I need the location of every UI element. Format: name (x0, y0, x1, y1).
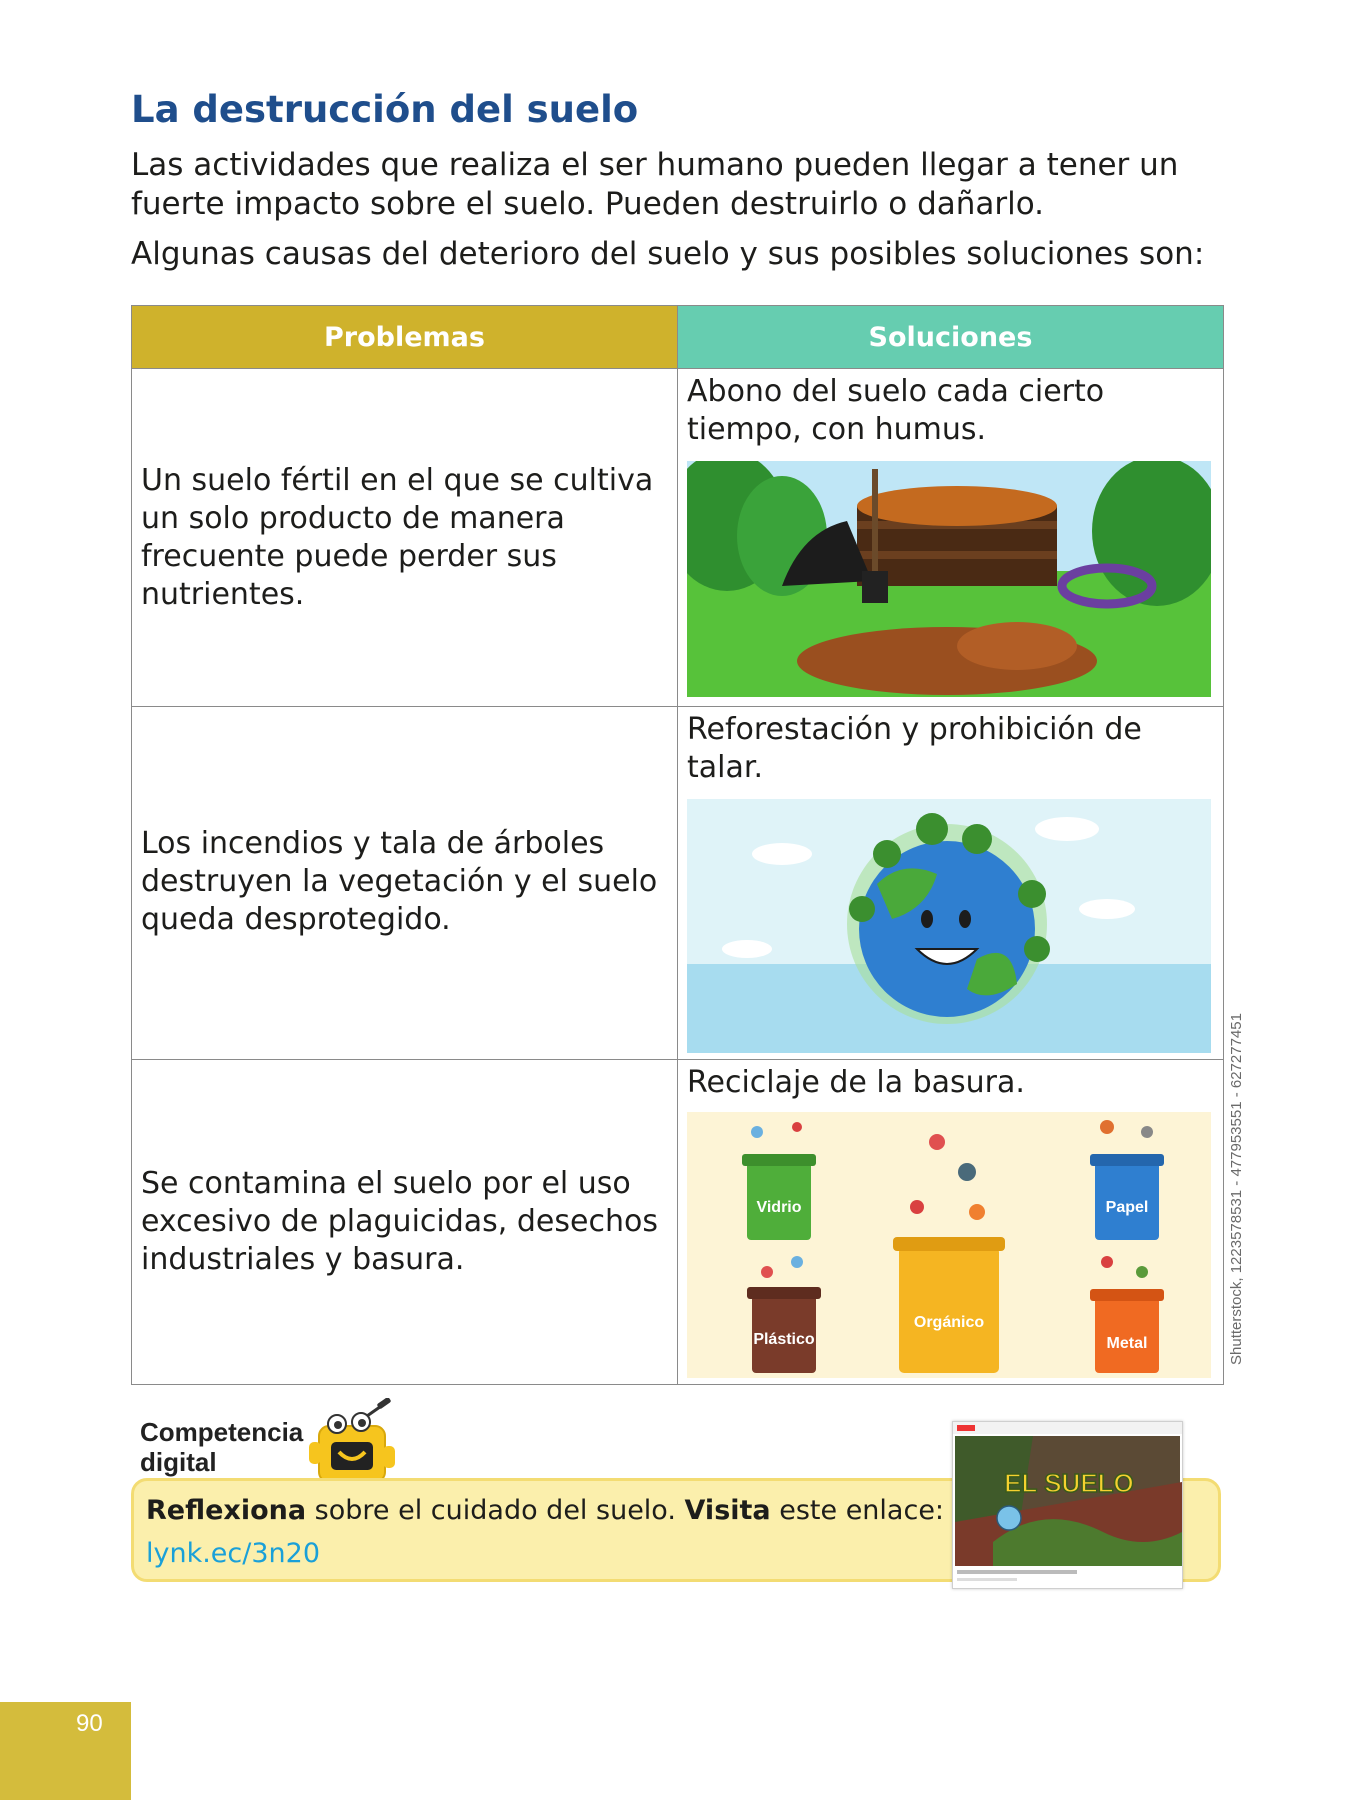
problem-cell (132, 707, 678, 1060)
problems-solutions-table (131, 305, 1224, 1385)
video-title: EL SUELO (1004, 1468, 1134, 1498)
bin-label-metal: Metal (1106, 1335, 1148, 1352)
table-row (132, 369, 1224, 707)
problem-text-3: Se contamina el suelo por el uso excesivo de plaguicidas, desechos industriales y basura. (141, 1165, 658, 1277)
earth-reforestation-illustration (687, 799, 1211, 1053)
video-preview-image (953, 1422, 1182, 1588)
solution-text-2: Reforestación y prohibición de talar. (687, 712, 1142, 785)
competencia-line1: Competencia (140, 1417, 304, 1447)
solutions-header: Soluciones (678, 306, 1224, 369)
page-number: 90 (76, 1710, 103, 1737)
solution-text-3: Reciclaje de la basura. (687, 1065, 1025, 1100)
competencia-line2: digital (140, 1447, 217, 1477)
problems-header: Problemas (132, 306, 678, 369)
problem-cell (132, 1060, 678, 1385)
problem-text-2: Los incendios y tala de árboles destruyen la vegetación y el suelo queda desprotegido. (141, 826, 658, 937)
solution-cell (678, 1060, 1224, 1385)
bin-label-organico: Orgánico (913, 1314, 985, 1331)
intro-paragraph-2: Algunas causas del deterioro del suelo y sus posibles soluciones son: (131, 236, 1205, 272)
table-row (132, 707, 1224, 1060)
intro-paragraph: Las actividades que realiza el ser humano pueden llegar a tener un fuerte impacto sobre el suelo. Pueden destruirlo o dañarlo. (131, 147, 1179, 222)
banner-text: Reflexiona sobre el cuidado del suelo. Visita este enlace: (146, 1495, 945, 1526)
compost-illustration (687, 461, 1211, 697)
problem-cell (132, 369, 678, 707)
solution-text-1: Abono del suelo cada cierto tiempo, con humus. (687, 374, 1105, 447)
table-row (132, 1060, 1224, 1385)
bin-label-papel: Papel (1105, 1199, 1149, 1216)
bin-label-vidrio: Vidrio (756, 1199, 802, 1216)
solution-cell (678, 707, 1224, 1060)
competencia-digital-label (140, 1417, 303, 1477)
video-thumbnail[interactable] (952, 1421, 1183, 1589)
recycling-bins-illustration (687, 1112, 1211, 1378)
page-title: La destrucción del suelo (131, 88, 639, 131)
page-number-box (0, 1702, 131, 1800)
solution-cell (678, 369, 1224, 707)
bin-label-plastico: Plástico (753, 1331, 815, 1348)
problem-text-1: Un suelo fértil en el que se cultiva un solo producto de manera frecuente puede perder sus nutrientes. (141, 462, 654, 612)
image-credit: Shutterstock, 1223578531 - 477953551 - 627277451 (1228, 1013, 1245, 1365)
lynk-link[interactable]: lynk.ec/3n20 (146, 1538, 321, 1569)
